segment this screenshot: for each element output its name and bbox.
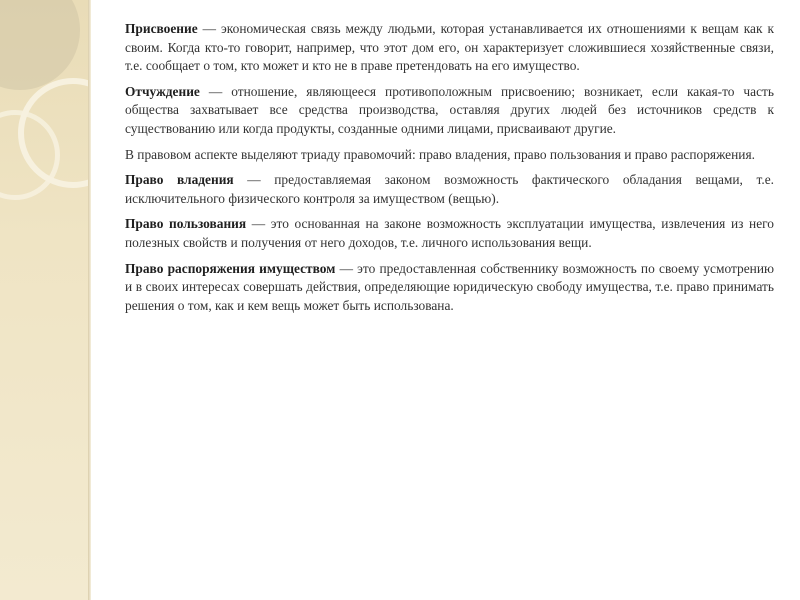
sidebar-divider (88, 0, 91, 600)
paragraph-otchuzhdenie (125, 83, 774, 139)
definition: — это основанная на законе возможность эксплуатации имущества, извлечения из него полезных свойств и получения от него доходов, т.е. личного использования вещи. (125, 216, 774, 250)
definition: — экономическая связь между людьми, которая устанавливается их отношениями к вещам как к своим. Когда кто-то говорит, например, что этот дом его, он характеризует сложившиеся хозяйственные связи, т.е. сообщает о том, кто может и кто не в праве претендовать на его имущество. (125, 21, 774, 74)
paragraph-vladenie (125, 171, 774, 208)
definition: В правовом аспекте выделяют триаду правомочий: право владения, право пользования и право распоряжения. (125, 146, 755, 162)
definition: — это предоставленная собственнику возможность по своему усмотрению и в своих интересах совершать действия, определяющие юридическую свободу имущества, т.е. право принимать решения о том, как и кем вещь может быть использована. (125, 260, 774, 313)
term: Присвоение (125, 21, 198, 36)
term: Право пользования (125, 216, 247, 232)
slide-text (125, 20, 774, 322)
term: Право владения (125, 172, 234, 188)
paragraph-triad (125, 146, 774, 165)
term: Право распоряжения имуществом (125, 260, 336, 276)
term: Отчуждение (125, 83, 200, 99)
decorative-blob (0, 0, 80, 90)
paragraph-rasporyazhenie (125, 260, 774, 316)
paragraph-polzovanie (125, 215, 774, 252)
definition: — предоставляемая законом возможность фактического обладания вещами, т.е. исключительного физического контроля за имуществом (вещью). (125, 172, 774, 206)
paragraph-prisvoenie (125, 20, 774, 76)
decorative-sidebar (0, 0, 88, 600)
definition: — отношение, являющееся противоположным присвоению; возникает, если какая-то часть общества захватывает все средства производства, оставляя других людей без источников средств к существованию или когда продукты, созданные одними лицами, присваивают другие. (125, 83, 774, 136)
